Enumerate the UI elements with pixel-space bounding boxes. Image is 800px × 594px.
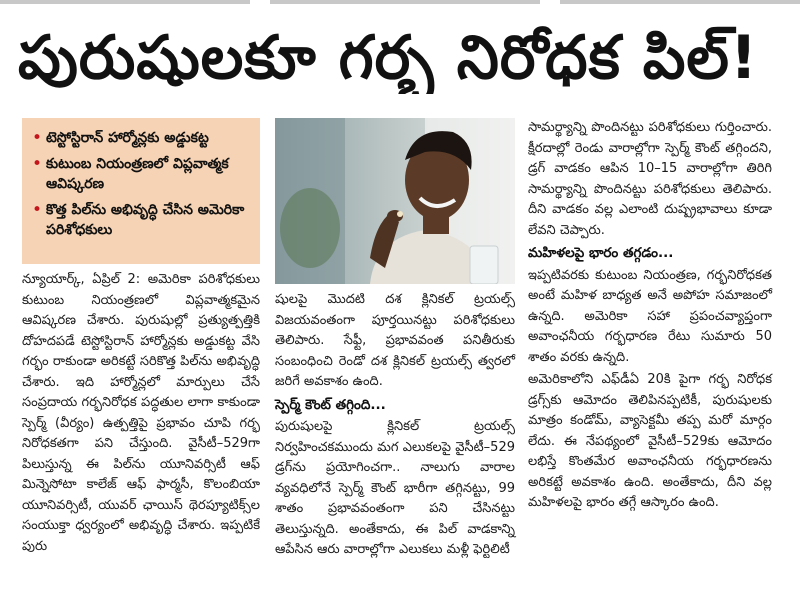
highlight-text: కుటుంబ నియంత్రణలో విప్లవాత్మక ఆవిష్కరణ: [46, 156, 229, 192]
highlight-text: టెస్టోస్టిరాన్‌ హార్మోన్లకు అడ్డుకట్ట: [46, 130, 209, 146]
article-column-3: [528, 118, 772, 516]
headline: పురుషులకూ గర్భ నిరోధక పిల్‌!: [18, 23, 759, 93]
article-column-1: [22, 270, 260, 559]
highlight-item: [32, 200, 250, 240]
bullet-icon: •: [32, 154, 43, 174]
article-column-2: [275, 290, 515, 563]
photo-illustration: [275, 118, 515, 284]
top-edge-strip: [0, 0, 800, 10]
paragraph: పురుషులపై క్లినికల్‌ ట్రయల్స్‌ నిర్వహించకముందు మగ ఎలుకలపై వైసీటీ–529 డ్రగ్‌ను ప్రయోగించగా.. నాలుగు వారాల వ్యవధిలోనే స్పెర్మ్‌ కౌంట్‌ భారీగా తగ్గినట్టు, 99 శాతం ప్రభావవంతంగా పని చేసినట్టు తెలుస్తున్నది. అంతేకాదు, ఈ పిల్‌ వాడకాన్ని ఆపేసిన ఆరు వారాల్లోగా ఎలుకలు మళ్లీ ఫెర్టిలిటీ: [275, 419, 515, 557]
bullet-icon: •: [32, 128, 43, 148]
paragraph: షులపై మొదటి దశ క్లినికల్‌ ట్రయల్స్‌ విజయవంతంగా పూర్తయినట్టు పరిశోధకులు తెలిపారు. సేఫ్టీ, ప్రభావవంత పనితీరుకు సంబంధించి రెండో దశ క్లినికల్‌ ట్రయల్స్‌ త్వరలో జరిగే అవకాశం ఉంది.: [275, 292, 515, 389]
highlight-item: [32, 128, 250, 148]
subheading: స్పెర్మ్‌ కౌంట్‌ తగ్గింది...: [275, 396, 386, 413]
bullet-icon: •: [32, 200, 43, 220]
highlights-box: [22, 118, 260, 264]
highlight-text: కొత్త పిల్‌ను అభివృద్ధి చేసిన అమెరికా పరిశోధకులు: [46, 202, 245, 238]
paragraph: న్యూయార్క్‌, ఏప్రిల్‌ 2: అమెరికా పరిశోధకులు కుటుంబ నియంత్రణలో విప్లవాత్మకమైన ఆవిష్కరణ చేశారు. పురుషుల్లో ప్రత్యుత్పత్తికి దోహదపడే టెస్టోస్టిరాన్‌ హార్మోన్లకు అడ్డుకట్ట వేసి గర్భం రాకుండా అరికట్టే సరికొత్త పిల్‌ను అభివృద్ధి చేశారు. ఇది హార్మోన్లలో మార్పులు చేసే సంప్రదాయ గర్భనిరోధక పద్ధతుల లాగా కాకుండా స్పెర్మ్‌ (వీర్యం) ఉత్పత్తిపై ప్రభావం చూపి గర్భ నిరోధకతగా పని చేస్తుంది. వైసీటీ–529గా పిలుస్తున్న ఈ పిల్‌ను యూనివర్సిటీ ఆఫ్‌ మిన్నెసోటా కాలేజ్‌ ఆఫ్‌ ఫార్మసీ, కొలంబియా యూనివర్సిటీ, యువర్‌ ఛాయిస్‌ థెరప్యూటిక్స్‌ల సంయుక్తా ధ్వర్యంలో అభివృద్ధి చేశారు. ఇప్పటికే పురు: [22, 272, 260, 554]
man-taking-pill-photo: [275, 118, 515, 284]
paragraph: అమెరికాలోని ఎఫ్‌డీఏ 20కి పైగా గర్భ నిరోధక డ్రగ్స్‌కు ఆమోదం తెలిపినప్పటికీ, పురుషులకు మాత్రం కండోమ్‌, వ్యాసెక్టమీ తప్ప మరో మార్గం లేదు. ఈ నేపథ్యంలో వైసీటీ–529కు ఆమోదం లభిస్తే కొంతమేర అవాంఛనీయ గర్భధారణను అరికట్టే అవకాశం ఉంది. అంతేకాదు, దీని వల్ల మహిళలపై భారం తగ్గే ఆస్కారం ఉంది.: [528, 372, 772, 510]
highlight-item: [32, 154, 250, 194]
subheading: మహిళలపై భారం తగ్గడం...: [528, 245, 674, 261]
paragraph: ఇప్పటివరకు కుటుంబ నియంత్రణ, గర్భనిరోధకత అంటే మహిళ బాధ్యత అనే అపోహ సమాజంలో ఉన్నది. అమెరికా సహా ప్రపంచవ్యాప్తంగా అవాంఛనీయ గర్భధారణ రేటు సుమారు 50 శాతం వరకు ఉన్నది.: [528, 267, 772, 365]
paragraph: సామర్థ్యాన్ని పొందినట్టు పరిశోధకులు గుర్తించారు. క్షీరదాల్లో రెండు వారాల్లోగా స్పెర్మ్‌ కౌంట్‌ తగ్గిందని, డ్రగ్‌ వాడకం ఆపిన 10–15 వారాల్లోగా తిరిగి సామర్థ్యాన్ని పొందినట్టు పరిశోధకులు తెలిపారు. దీని వాడకం వల్ల ఎలాంటి దుష్ప్రభావాలు కూడా లేవని చెప్పారు.: [528, 120, 772, 238]
